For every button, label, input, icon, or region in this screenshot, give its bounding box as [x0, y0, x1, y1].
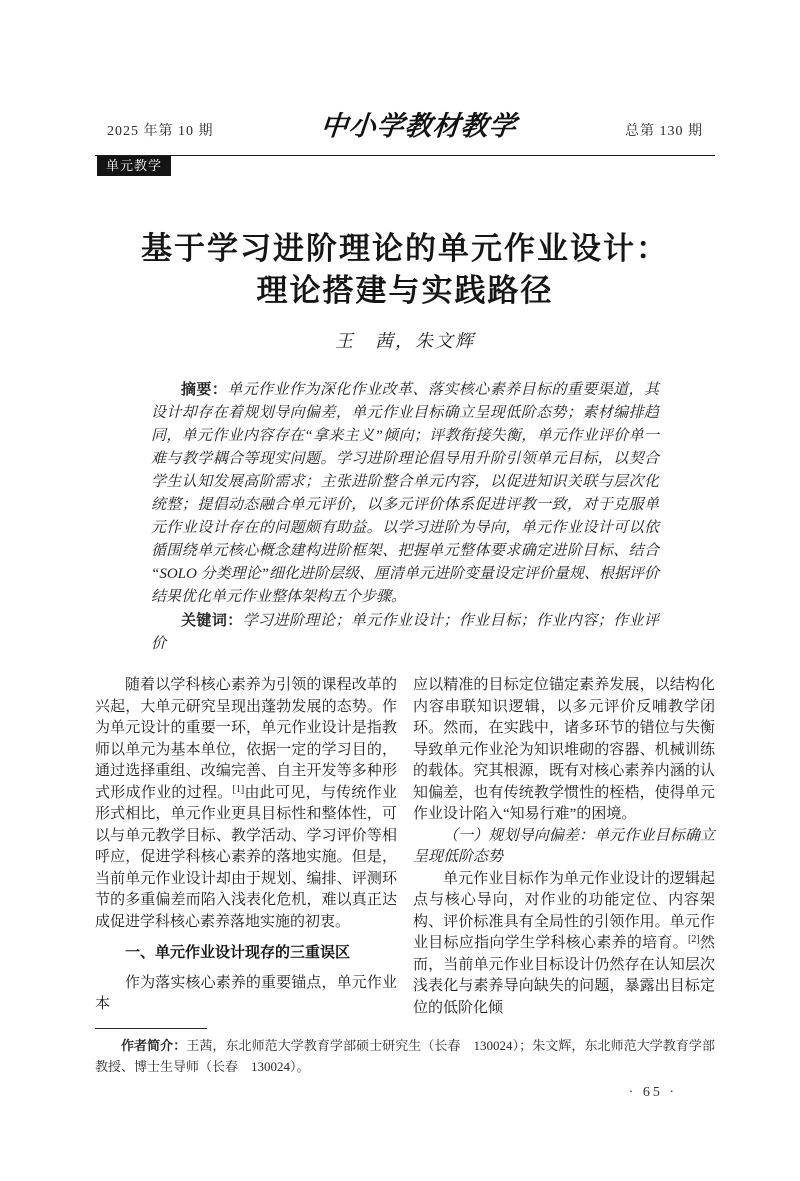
abstract-block [95, 378, 715, 656]
abstract-label: 摘要： [181, 381, 228, 398]
author-bio [95, 1035, 715, 1077]
article-body [95, 675, 715, 1019]
abstract-paragraph [151, 378, 659, 609]
body-paragraph-3: 应以精准的目标定位锚定素养发展，以结构化内容串联知识逻辑，以多元评价反哺教学闭环。然而，在实践中，诸多环节的错位与失衡导致单元作业沦为知识堆砌的容器、机械训练的载体。究其根源，既有对核心素养内涵的认知偏差，也有传统教学惯性的桎梏，使得单元作业设计陷入“知易行难”的困境。 [413, 677, 715, 822]
left-column [95, 675, 397, 1019]
body-paragraph-4: 单元作业目标作为单元作业设计的逻辑起点与核心导向，对作业的功能定位、内容架构、评价标准具有全局性的引领作用。单元作业目标应指向学生学科核心素养的培育。[2]然而，当前单元作业目标设计仍然存在认知层次浅表化与素养导向缺失的问题，暴露出目标定位的低阶化倾 [413, 870, 715, 1016]
body-paragraph-1: 随着以学科核心素养为引领的课程改革的兴起，大单元研究呈现出蓬勃发展的态势。作为单元设计的重要一环，单元作业设计是指教师以单元为基本单位，依据一定的学习目的，通过选择重组、改编完善、自主开发等多种形式形成作业的过程。[1]由此可见，与传统作业形式相比，单元作业更具目标性和整体性，可以与单元教学目标、教学活动、学习评价等相呼应，促进学科核心素养的落地实施。但是，当前单元作业设计却由于规划、编排、评测环节的多重偏差而陷入浅表化危机，难以真正达成促进学科核心素养落地实施的初衷。 [95, 677, 397, 930]
body-paragraph-2: 作为落实核心素养的重要锚点，单元作业本 [95, 974, 397, 1012]
issue-number-right: 总第 130 期 [625, 124, 703, 139]
right-column [413, 675, 715, 1019]
author-bio-label: 作者简介： [121, 1038, 187, 1053]
section-heading-1: 一、单元作业设计现存的三重误区 [125, 944, 351, 961]
issue-number-left: 2025 年第 10 期 [107, 124, 214, 139]
subsection-heading-1: （一）规划导向偏差：单元作业目标确立呈现低阶态势 [413, 827, 715, 865]
article-authors: 王 茜，朱文辉 [335, 331, 475, 351]
footnote-rule [95, 1028, 207, 1029]
header-rule [95, 155, 715, 180]
journal-header [95, 104, 715, 143]
article-title-line2: 理论搭建与实践路径 [256, 273, 554, 308]
abstract-text: 单元作业作为深化作业改革、落实核心素养目标的重要渠道，其设计却存在着规划导向偏差，单元作业目标确立呈现低阶态势；素材编排趋同，单元作业内容存在“拿来主义”倾向；评教衔接失衡，单元作业评价单一难与教学耦合等现实问题。学习进阶理论倡导用升阶引领单元目标，以契合学生认知发展高阶需求；主张进阶整合单元内容，以促进知识关联与层次化统整；提倡动态融合单元评价，以多元评价体系促进评教一致，对于克服单元作业设计存在的问题颇有助益。以学习进阶为导向，单元作业设计可以依循围绕单元核心概念建构进阶框架、把握单元整体要求确定进阶目标、结合“SOLO 分类理论”细化进阶层级、厘清单元进阶变量设定评价量规、根据评价结果优化单元作业整体架构五个步骤。 [151, 382, 659, 605]
journal-page [0, 104, 800, 1181]
citation-ref-1: [1] [232, 783, 245, 795]
keywords-text: 学习进阶理论；单元作业设计；作业目标；作业内容；作业评价 [151, 613, 659, 652]
category-tag: 单元教学 [97, 156, 171, 176]
article-title [95, 228, 715, 312]
citation-ref-2: [2] [688, 934, 700, 945]
article-title-line1: 基于学习进阶理论的单元作业设计： [141, 231, 669, 266]
keywords-label: 关键词： [181, 612, 243, 629]
journal-name: 中小学教材教学 [319, 111, 519, 141]
author-bio-text: 王茜，东北师范大学教育学部硕士研究生（长春 130024）；朱文辉，东北师范大学教育学部教授、博士生导师（长春 130024）。 [95, 1038, 715, 1074]
page-number: · 65 · [628, 1085, 677, 1100]
keywords-paragraph [151, 609, 659, 656]
